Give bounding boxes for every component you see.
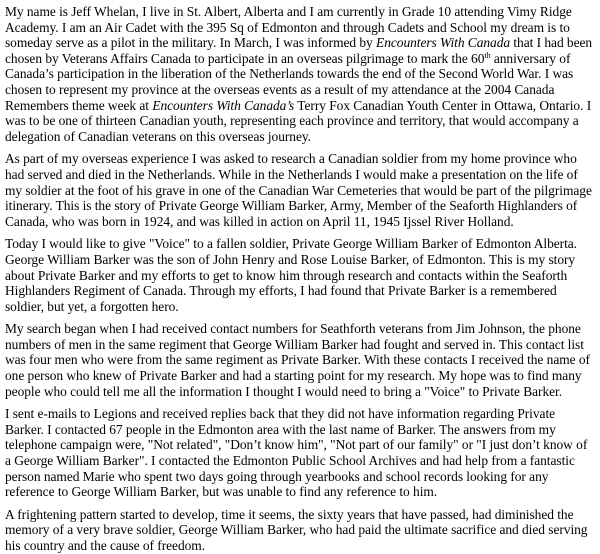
org-name-possessive: Encounters With Canada’s [152, 97, 295, 113]
paragraph-search: My search began when I had received contact numbers for Seathforth veterans from Jim Johnson, the phone numbers of men in the same regiment that George William Barker had fought and served in. This contact list was four men who were from the same regiment as Private Barker. With these contacts I received the name of one person who knew of Private Barker and had a starting point for my research. My hope was to find many people who could tell me all the information I thought I would need to bring a "Voice" to Private Barker. [5, 321, 590, 399]
paragraph-pattern: A frightening pattern started to develop, time it seems, the sixty years that have passed, had diminished the memory of a very brave soldier, George William Barker, who had paid the ultimate sacrifice and died serving his country and the cause of freedom. [5, 506, 588, 553]
paragraph-assignment: As part of my overseas experience I was asked to research a Canadian soldier from my home province who had served and died in the Netherlands. While in the Netherlands I would make a presentation on the life of my soldier at the foot of his grave in one of the Canadian War Cemeteries that would be part of the pilgrimage itinerary. This is the story of Private George William Barker, Army, Member of the Seaforth Highlanders of Canada, who was born in 1924, and was killed in action on April 11, 1945 Ijssel River Holland. [5, 151, 592, 229]
org-name: Encounters With Canada [376, 35, 511, 51]
paragraph-contacts: I sent e-mails to Legions and received replies back that they did not have information regarding Private Barker. I contacted 67 people in the Edmonton area with the last name of Barker. The answers from my telephone campaign were, "Not related", "Don’t know him", "Not part of our family" or "I just don’t know of a George William Barker". I contacted the Edmonton Public School Archives and had help from a fantastic person named Marie who spent two days going through yearbooks and school records looking for any reference to George William Barker, but was unable to find any reference to him. [5, 406, 588, 500]
paragraph-intro: My name is Jeff Whelan, I live in St. Albert, Alberta and I am currently in Grade 10 attending Vimy Ridge Academy. I am an Air Cadet with the 395 Sq of Edmonton and through Cadets and School my dream is to someday serve as a pilot in the military. In March, I was informed by Encounters With Canada that I had been chosen by Veterans Affairs Canada to participate in an overseas pilgrimage to mark the 60th anniversary of Canada’s participation in the liberation of the Netherlands towards the end of the Second World War. I was chosen to represent my province at the overseas events as a result of my attendance at the 2004 Canada Remembers theme week at Encounters With Canada’s Terry Fox Canadian Youth Center in Ottawa, Ontario. I was to be one of thirteen Canadian youth, representing each province and territory, that would accompany a delegation of Canadian veterans on this overseas journey. [5, 4, 593, 144]
ordinal-suffix: th [484, 50, 491, 60]
paragraph-voice: Today I would like to give "Voice" to a fallen soldier, Private George William Barker of Edmonton Alberta. George William Barker was the son of John Henry and Rose Louise Barker, of Edmonton. This is my story about Private Barker and my efforts to get to know him through research and contacts within the Seaforth Highlanders Regiment of Canada. Through my efforts, I had found that Private Barker is a remembered soldier, but yet, a forgotten hero. [5, 236, 577, 314]
